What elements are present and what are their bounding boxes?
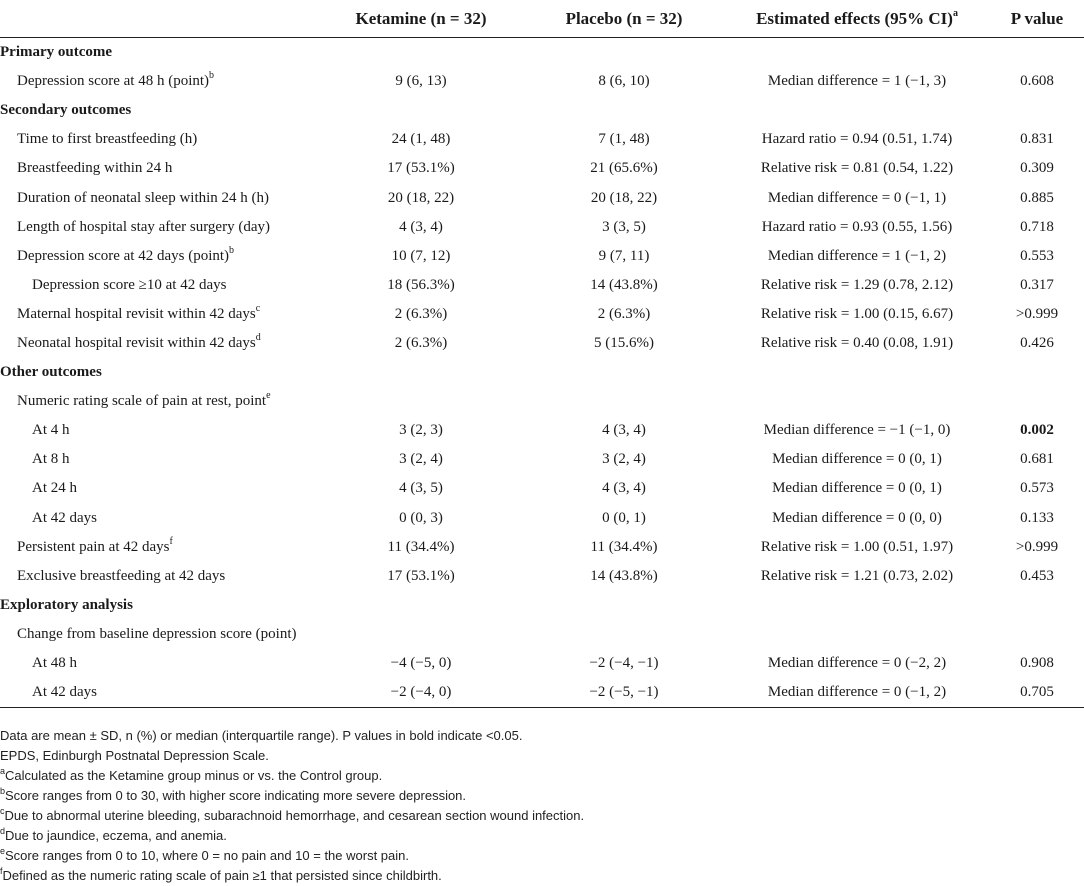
- effect-estimate: Relative risk = 0.81 (0.54, 1.22): [760, 160, 954, 177]
- header-effects-sup: a: [952, 7, 958, 19]
- row-label: [0, 242, 318, 271]
- table-row: [0, 271, 1084, 300]
- footnote-marker: b: [229, 244, 235, 256]
- row-label-text: Depression score at 48 h (point): [17, 73, 210, 90]
- footnote-marker: e: [266, 390, 271, 402]
- placebo-value: −2 (−4, −1): [589, 655, 659, 672]
- p-value: 0.426: [1020, 334, 1054, 351]
- ketamine-value: 0 (0, 3): [399, 509, 443, 526]
- footnote: [0, 766, 1084, 786]
- table-row: [0, 213, 1084, 242]
- row-label: [0, 329, 318, 358]
- row-label-text: At 4 h: [32, 422, 70, 439]
- row-label-text: Depression score ≥10 at 42 days: [32, 276, 227, 293]
- table-row: [0, 678, 1084, 708]
- table-row: [0, 242, 1084, 271]
- table-row: [0, 504, 1084, 533]
- row-label-text: Persistent pain at 42 days: [17, 538, 170, 555]
- effect-estimate: Median difference = 0 (0, 1): [772, 451, 942, 468]
- placebo-value: [524, 620, 724, 649]
- p-value: 0.831: [1020, 131, 1054, 148]
- effect-estimate: Hazard ratio = 0.94 (0.51, 1.74): [761, 131, 953, 148]
- effect-estimate: Relative risk = 1.29 (0.78, 2.12): [760, 276, 954, 293]
- footnote-letter: f: [0, 865, 3, 876]
- placebo-value: 2 (6.3%): [597, 305, 651, 322]
- ketamine-value: 11 (34.4%): [387, 538, 455, 555]
- section-label: Primary outcome: [0, 44, 113, 61]
- placebo-value: 0 (0, 1): [602, 509, 646, 526]
- section-row: [0, 38, 1084, 68]
- placebo-value: 14 (43.8%): [590, 567, 658, 584]
- table-row: [0, 300, 1084, 329]
- row-label: [0, 474, 318, 503]
- row-label-text: Change from baseline depression score (point): [17, 625, 297, 642]
- row-label-text: Time to first breastfeeding (h): [17, 131, 198, 148]
- row-label-text: At 48 h: [32, 655, 77, 672]
- placebo-value: 11 (34.4%): [590, 538, 658, 555]
- effect-estimate: Hazard ratio = 0.93 (0.55, 1.56): [761, 218, 953, 235]
- section-label: Secondary outcomes: [0, 102, 132, 119]
- ketamine-value: 4 (3, 5): [399, 480, 443, 497]
- footnote-marker: c: [255, 302, 261, 314]
- table-row: [0, 67, 1084, 96]
- p-value: 0.718: [1020, 218, 1054, 235]
- row-label-text: Numeric rating scale of pain at rest, point: [17, 393, 267, 410]
- placebo-value: 4 (3, 4): [602, 422, 646, 439]
- table-row: [0, 533, 1084, 562]
- placebo-value: 4 (3, 4): [602, 480, 646, 497]
- placebo-value: 21 (65.6%): [590, 160, 658, 177]
- table-row: [0, 474, 1084, 503]
- effect-estimate: Relative risk = 1.21 (0.73, 2.02): [760, 567, 954, 584]
- section-row: [0, 591, 1084, 620]
- table-row: [0, 649, 1084, 678]
- row-label: [0, 678, 318, 708]
- ketamine-value: −2 (−4, 0): [318, 678, 524, 708]
- footnote: [0, 846, 1084, 866]
- p-value: 0.573: [1020, 480, 1054, 497]
- table-body: [0, 38, 1084, 708]
- header-effects-label: Estimated effects (95% CI): [756, 8, 953, 28]
- ketamine-value: 9 (6, 13): [395, 73, 447, 90]
- footnote: [0, 866, 1084, 886]
- effect-estimate: Median difference = 1 (−1, 3): [767, 73, 947, 90]
- footnote-text: Data are mean ± SD, n (%) or median (interquartile range). P values in bold indicate <0.05.: [0, 728, 523, 743]
- section-row: [0, 96, 1084, 125]
- row-label-text: Neonatal hospital revisit within 42 days: [17, 334, 256, 351]
- ketamine-value: 3 (2, 3): [399, 422, 443, 439]
- table-row: [0, 387, 1084, 416]
- ketamine-value: 17 (53.1%): [387, 567, 455, 584]
- ketamine-value: 4 (3, 4): [399, 218, 443, 235]
- row-label: [0, 67, 318, 96]
- effect-estimate: Median difference = 0 (0, 1): [772, 480, 942, 497]
- placebo-value: 14 (43.8%): [590, 276, 658, 293]
- effect-estimate: Relative risk = 1.00 (0.51, 1.97): [760, 538, 954, 555]
- p-value: 0.705: [990, 678, 1084, 708]
- footnote-text: Due to jaundice, eczema, and anemia.: [5, 828, 227, 843]
- row-label: [0, 183, 318, 212]
- row-label: [0, 620, 318, 649]
- ketamine-value: 3 (2, 4): [399, 451, 443, 468]
- p-value: 0.453: [1020, 567, 1054, 584]
- table-row: [0, 154, 1084, 183]
- placebo-value: 8 (6, 10): [598, 73, 650, 90]
- ketamine-value: [318, 387, 524, 416]
- footnote-letter: b: [0, 785, 6, 796]
- header-pvalue: P value: [990, 0, 1084, 38]
- placebo-value: 20 (18, 22): [590, 189, 658, 206]
- footnote: [0, 726, 1084, 746]
- row-label: [0, 271, 318, 300]
- footnotes: [0, 726, 1084, 886]
- table-row: [0, 445, 1084, 474]
- footnote-letter: e: [0, 845, 6, 856]
- row-label: [0, 649, 318, 678]
- row-label: [0, 213, 318, 242]
- row-label: [0, 445, 318, 474]
- p-value: 0.553: [1020, 247, 1054, 264]
- row-label-text: Duration of neonatal sleep within 24 h (h): [17, 189, 270, 206]
- row-label-text: At 24 h: [32, 480, 77, 497]
- table-row: [0, 329, 1084, 358]
- p-value: 0.908: [1020, 655, 1054, 672]
- p-value: >0.999: [1015, 305, 1059, 322]
- row-label-text: Exclusive breastfeeding at 42 days: [17, 567, 226, 584]
- row-label-text: Breastfeeding within 24 h: [17, 160, 173, 177]
- footnote: [0, 806, 1084, 826]
- row-label: [0, 562, 318, 591]
- p-value: [990, 387, 1084, 416]
- footnote-letter: d: [0, 825, 6, 836]
- footnote-letter: a: [0, 765, 6, 776]
- row-label-text: Maternal hospital revisit within 42 days: [17, 305, 256, 322]
- ketamine-value: 18 (56.3%): [387, 276, 455, 293]
- footnote-text: EPDS, Edinburgh Postnatal Depression Scale.: [0, 748, 269, 763]
- table-row: [0, 562, 1084, 591]
- footnote: [0, 826, 1084, 846]
- effect-estimate: Median difference = 0 (−1, 2): [724, 678, 990, 708]
- ketamine-value: −4 (−5, 0): [390, 655, 452, 672]
- row-label: [0, 504, 318, 533]
- p-value: >0.999: [1015, 538, 1059, 555]
- p-value: 0.608: [1020, 73, 1054, 90]
- effect-estimate: Relative risk = 1.00 (0.15, 6.67): [760, 305, 954, 322]
- placebo-value: 5 (15.6%): [594, 334, 654, 351]
- placebo-value: 3 (3, 5): [602, 218, 646, 235]
- ketamine-value: 20 (18, 22): [387, 189, 455, 206]
- row-label-text: At 42 days: [32, 684, 97, 701]
- p-value: 0.681: [1020, 451, 1054, 468]
- footnote-marker: d: [255, 331, 261, 343]
- ketamine-value: 2 (6.3%): [394, 334, 448, 351]
- placebo-value: [524, 387, 724, 416]
- effect-estimate: Median difference = 0 (0, 0): [772, 509, 942, 526]
- header-blank: [0, 0, 318, 38]
- effect-estimate: Median difference = 1 (−1, 2): [767, 247, 947, 264]
- effect-estimate: [724, 620, 990, 649]
- p-value: 0.885: [1020, 189, 1054, 206]
- ketamine-value: 2 (6.3%): [394, 305, 448, 322]
- table-row: [0, 620, 1084, 649]
- table-row: [0, 416, 1084, 445]
- footnote: [0, 786, 1084, 806]
- footnote-text: Calculated as the Ketamine group minus or vs. the Control group.: [5, 768, 383, 783]
- row-label-text: At 8 h: [32, 451, 70, 468]
- p-value: 0.133: [1020, 509, 1054, 526]
- effect-estimate: Median difference = 0 (−2, 2): [767, 655, 947, 672]
- row-label: [0, 300, 318, 329]
- footnote-marker: b: [209, 70, 215, 82]
- effect-estimate: Relative risk = 0.40 (0.08, 1.91): [760, 334, 954, 351]
- p-value: 0.317: [1020, 276, 1054, 293]
- row-label: [0, 533, 318, 562]
- footnote-marker: f: [169, 535, 173, 547]
- placebo-value: −2 (−5, −1): [524, 678, 724, 708]
- table-row: [0, 183, 1084, 212]
- header-effects: [724, 0, 990, 38]
- row-label-text: Depression score at 42 days (point): [17, 247, 230, 264]
- row-label-text: Length of hospital stay after surgery (day): [17, 218, 270, 235]
- ketamine-value: 10 (7, 12): [391, 247, 451, 264]
- footnote-text: Score ranges from 0 to 30, with higher score indicating more severe depression.: [5, 788, 467, 803]
- header-ketamine: Ketamine (n = 32): [318, 0, 524, 38]
- section-row: [0, 358, 1084, 387]
- footnote-letter: c: [0, 805, 5, 816]
- row-label: [0, 125, 318, 154]
- p-value: [990, 620, 1084, 649]
- placebo-value: 7 (1, 48): [598, 131, 650, 148]
- footnote-text: Due to abnormal uterine bleeding, subarachnoid hemorrhage, and cesarean section wound infection.: [4, 808, 585, 823]
- effect-estimate: Median difference = 0 (−1, 1): [767, 189, 947, 206]
- ketamine-value: [318, 620, 524, 649]
- footnote-text: Defined as the numeric rating scale of pain ≥1 that persisted since childbirth.: [2, 868, 442, 883]
- p-value: 0.309: [1020, 160, 1054, 177]
- row-label: [0, 416, 318, 445]
- section-label: Exploratory analysis: [0, 596, 133, 613]
- header-row: [0, 0, 1084, 38]
- table-row: [0, 125, 1084, 154]
- placebo-value: 9 (7, 11): [598, 247, 650, 264]
- footnote: [0, 746, 1084, 766]
- effect-estimate: Median difference = −1 (−1, 0): [763, 422, 951, 439]
- row-label: [0, 154, 318, 183]
- section-label: Other outcomes: [0, 364, 102, 381]
- p-value: 0.002: [1020, 422, 1054, 439]
- placebo-value: 3 (2, 4): [602, 451, 646, 468]
- ketamine-value: 24 (1, 48): [391, 131, 451, 148]
- effect-estimate: [724, 387, 990, 416]
- row-label: [0, 387, 318, 416]
- ketamine-value: 17 (53.1%): [387, 160, 455, 177]
- row-label-text: At 42 days: [32, 509, 97, 526]
- footnote-text: Score ranges from 0 to 10, where 0 = no pain and 10 = the worst pain.: [5, 848, 409, 863]
- header-placebo: Placebo (n = 32): [524, 0, 724, 38]
